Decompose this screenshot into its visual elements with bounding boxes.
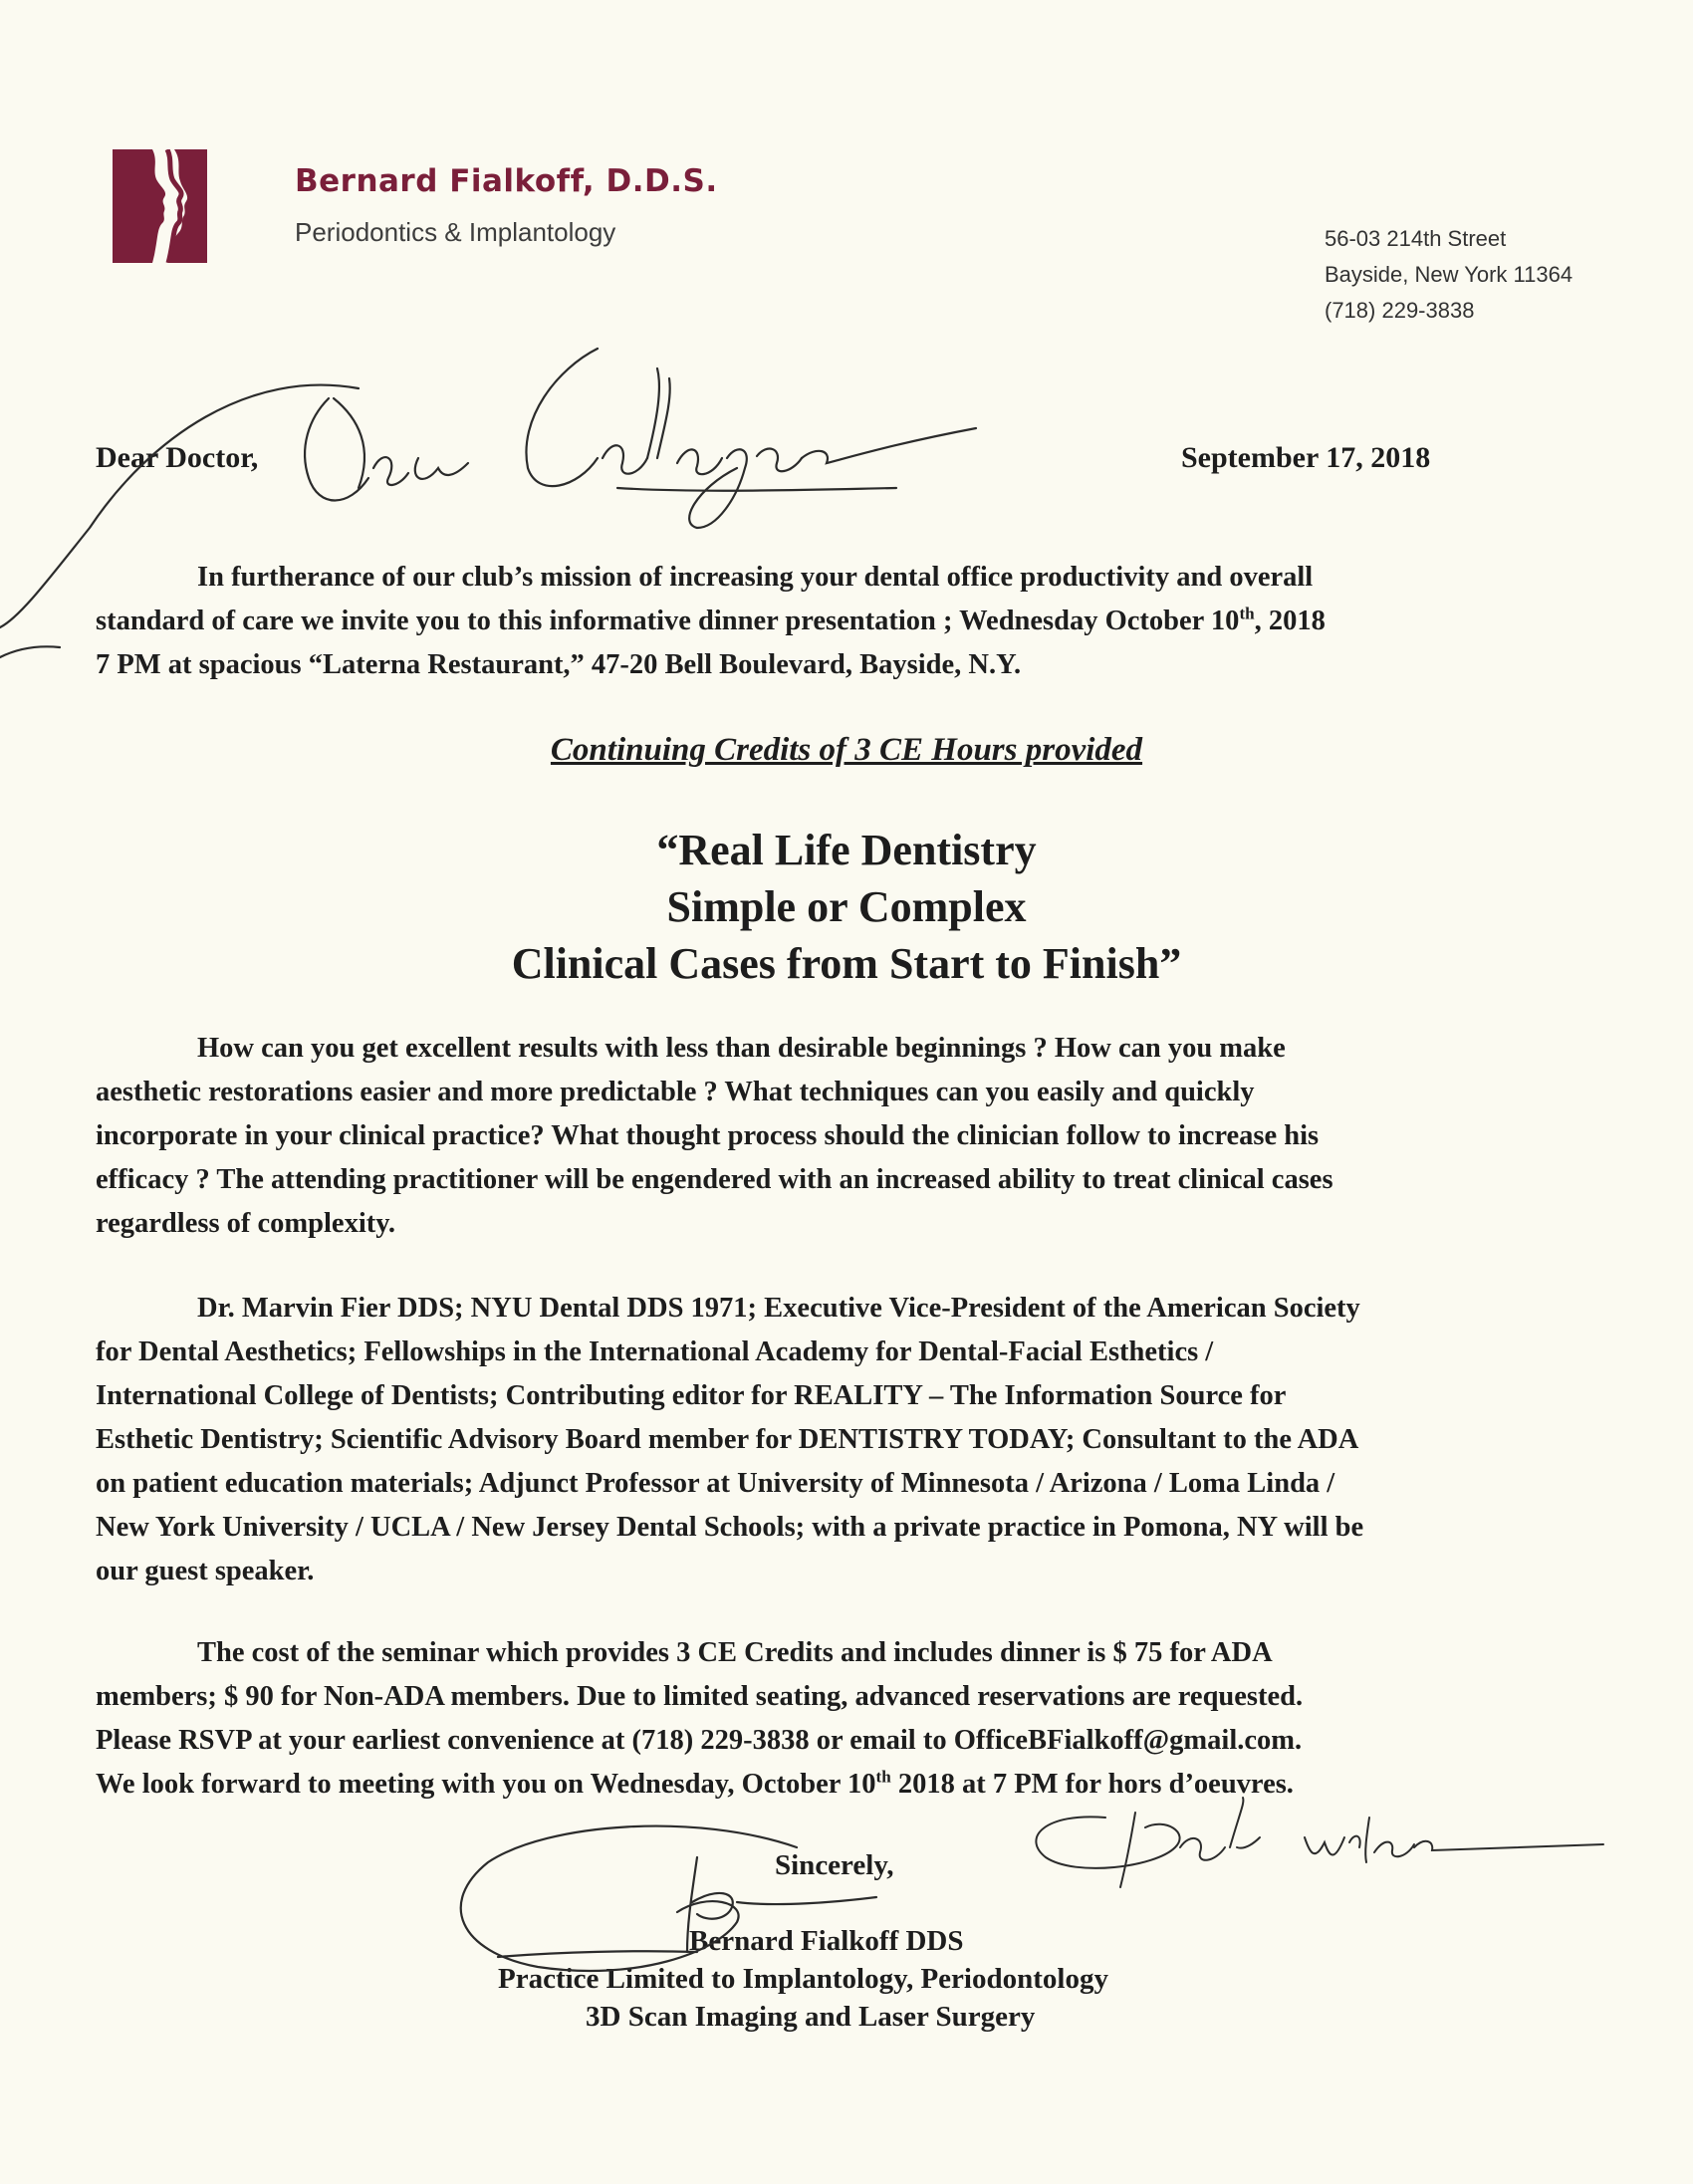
questions-line: How can you get excellent results with less than desirable beginnings ? How can you make: [197, 1033, 1286, 1064]
questions-paragraph: [96, 1027, 1589, 1246]
intro-line: 7 PM at spacious “Laterna Restaurant,” 47-20 Bell Boulevard, Bayside, N.Y.: [96, 649, 1022, 680]
address-city: Bayside, New York 11364: [1325, 262, 1573, 287]
title-line: Clinical Cases from Start to Finish”: [511, 939, 1182, 988]
speaker-line: for Dental Aesthetics; Fellowships in the International Academy for Dental-Facial Esthetics /: [96, 1336, 1214, 1367]
letter-date: September 17, 2018: [1181, 441, 1431, 474]
intro-line: standard of care we invite you to this informative dinner presentation ; Wednesday October 10th, 2018: [96, 604, 1326, 636]
speaker-line: on patient education materials; Adjunct Professor at University of Minnesota / Arizona / Loma Linda /: [96, 1468, 1335, 1499]
handwritten-greeting-signature: [0, 329, 996, 667]
title-line: “Real Life Dentistry: [656, 826, 1037, 874]
salutation: Dear Doctor,: [96, 441, 259, 474]
presentation-title: [0, 822, 1693, 992]
practice-specialty: Periodontics & Implantology: [295, 217, 616, 247]
address-street: 56-03 214th Street: [1325, 226, 1507, 251]
speaker-line: our guest speaker.: [96, 1556, 315, 1586]
questions-line: aesthetic restorations easier and more predictable ? What techniques can you easily and quickly: [96, 1077, 1255, 1107]
cost-line: members; $ 90 for Non-ADA members. Due to limited seating, advanced reservations are requested.: [96, 1681, 1304, 1712]
speaker-line: Esthetic Dentistry; Scientific Advisory Board member for DENTISTRY TODAY; Consultant to the ADA: [96, 1424, 1359, 1455]
handwritten-best-wishes-note: [1016, 1793, 1613, 1902]
speaker-paragraph: [96, 1287, 1589, 1593]
title-line: Simple or Complex: [666, 882, 1027, 931]
practice-services: 3D Scan Imaging and Laser Surgery: [586, 2001, 1036, 2033]
ce-credits-heading: Continuing Credits of 3 CE Hours provided: [550, 732, 1143, 768]
cost-line: The cost of the seminar which provides 3 CE Credits and includes dinner is $ 75 for ADA: [197, 1637, 1273, 1668]
signer-name: Bernard Fialkoff DDS: [689, 1925, 964, 1957]
intro-line: In furtherance of our club’s mission of increasing your dental office productivity and overall: [197, 562, 1314, 593]
cost-paragraph: [96, 1631, 1589, 1807]
office-address: [1325, 221, 1572, 329]
questions-line: regardless of complexity.: [96, 1208, 396, 1239]
practice-name: Bernard Fialkoff, D.D.S.: [295, 163, 718, 199]
handwritten-signature: [438, 1803, 1076, 2002]
practice-limitation: Practice Limited to Implantology, Periodontology: [498, 1963, 1108, 1995]
valediction: Sincerely,: [775, 1849, 894, 1881]
speaker-line: New York University / UCLA / New Jersey Dental Schools; with a private practice in Pomona, NY will be: [96, 1512, 1364, 1543]
speaker-line: International College of Dentists; Contributing editor for REALITY – The Information Source for: [96, 1380, 1287, 1411]
cost-line: We look forward to meeting with you on Wednesday, October 10th 2018 at 7 PM for hors d’oeuvres.: [96, 1767, 1294, 1800]
profile-logo-icon: [113, 149, 207, 263]
office-phone: (718) 229-3838: [1325, 298, 1475, 323]
questions-line: incorporate in your clinical practice? What thought process should the clinician follow to increase his: [96, 1120, 1320, 1151]
questions-line: efficacy ? The attending practitioner will be engendered with an increased ability to treat clinical cases: [96, 1164, 1333, 1195]
cost-line: Please RSVP at your earliest convenience at (718) 229-3838 or email to OfficeBFialkoff@gmail.com.: [96, 1725, 1303, 1756]
speaker-line: Dr. Marvin Fier DDS; NYU Dental DDS 1971; Executive Vice-President of the American Society: [197, 1293, 1360, 1324]
